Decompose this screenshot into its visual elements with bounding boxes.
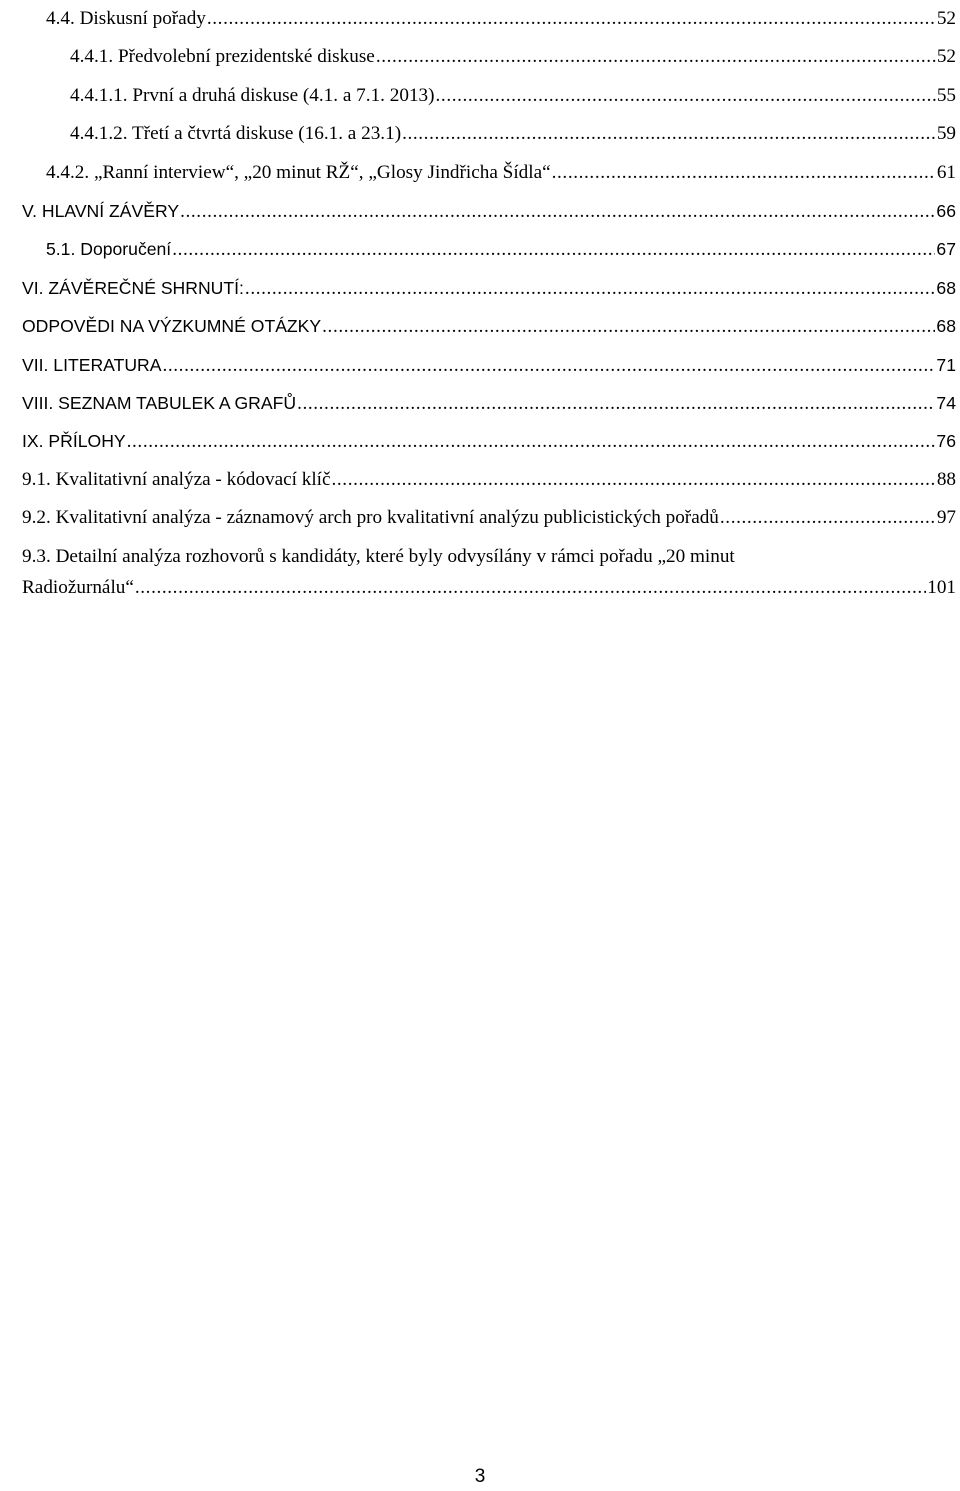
toc-entry-page: 67: [936, 239, 956, 260]
toc-dot-leader: [162, 347, 935, 385]
toc-dot-leader: [322, 308, 935, 346]
toc-entry[interactable]: [22, 154, 956, 192]
toc-entry-title: 9.2. Kvalitativní analýza - záznamový arch pro kvalitativní analýzu publicistických pořadů: [22, 507, 719, 529]
toc-dot-leader: [297, 385, 935, 423]
toc-dot-leader: [376, 38, 936, 76]
toc-entry-title: 9.1. Kvalitativní analýza - kódovací klíč: [22, 468, 331, 490]
toc-entry-title: ODPOVĚDI NA VÝZKUMNÉ OTÁZKY: [22, 316, 322, 337]
toc-entry[interactable]: [22, 38, 956, 76]
toc-entry[interactable]: [22, 499, 956, 537]
toc-dot-leader: [207, 0, 936, 38]
toc-entry[interactable]: [22, 77, 956, 115]
toc-entry-page: 59: [936, 123, 956, 145]
toc-entry-title: 4.4. Diskusní pořady: [46, 8, 206, 29]
toc-entry-title: 5.1. Doporučení: [46, 239, 172, 260]
toc-dot-leader: [180, 193, 935, 231]
toc-entry-page: 66: [936, 200, 956, 221]
toc-entry[interactable]: [22, 0, 956, 38]
toc-entry-title: 9.3. Detailní analýza rozhovorů s kandidáty, které byly odvysílány v rámci pořadu „20 minut: [22, 546, 735, 568]
toc-entry-page: 68: [936, 316, 956, 337]
toc-entry-page: 74: [936, 392, 956, 413]
toc-entry[interactable]: [22, 573, 956, 603]
toc-entry-page: 76: [936, 431, 956, 452]
toc-entry[interactable]: [22, 384, 956, 422]
toc-entry-page: 101: [927, 577, 956, 599]
toc-entry[interactable]: [22, 422, 956, 460]
toc-entry[interactable]: [22, 192, 956, 230]
toc-dot-leader: [552, 154, 936, 192]
toc-dot-leader: [172, 231, 935, 269]
toc-entry-page: 55: [936, 84, 956, 106]
toc-entry-wrapped-line[interactable]: [22, 541, 956, 573]
toc-entry-page: 68: [936, 277, 956, 298]
toc-entry-title: 4.4.1.1. První a druhá diskuse (4.1. a 7.1. 2013): [70, 84, 435, 106]
toc-dot-leader: [332, 461, 936, 499]
toc-entry-page: 88: [936, 468, 956, 490]
table-of-contents: [22, 0, 956, 603]
toc-entry-title: IX. PŘÍLOHY: [22, 431, 126, 452]
toc-entry[interactable]: [22, 307, 956, 345]
toc-entry[interactable]: [22, 269, 956, 307]
toc-entry-title: V. HLAVNÍ ZÁVĚRY: [22, 200, 180, 221]
toc-dot-leader: [720, 499, 936, 537]
toc-entry-page: 97: [936, 507, 956, 529]
toc-dot-leader: [245, 270, 936, 308]
toc-entry-title: 4.4.1. Předvolební prezidentské diskuse: [70, 46, 375, 68]
toc-entry[interactable]: [22, 115, 956, 153]
toc-entry-page: 71: [936, 354, 956, 375]
toc-entry-title: 4.4.1.2. Třetí a čtvrtá diskuse (16.1. a 23.1): [70, 123, 402, 145]
toc-entry-page: 52: [936, 8, 956, 29]
toc-entry-title: VII. LITERATURA: [22, 354, 162, 375]
toc-entry-page: 61: [936, 161, 956, 183]
toc-entry-title: VIII. SEZNAM TABULEK A GRAFŮ: [22, 392, 297, 413]
toc-dot-leader: [135, 573, 926, 603]
toc-entry-title: VI. ZÁVĚREČNÉ SHRNUTÍ:: [22, 277, 244, 298]
toc-entry[interactable]: [22, 461, 956, 499]
toc-entry-title: 4.4.2. „Ranní interview“, „20 minut RŽ“, „Glosy Jindřicha Šídla“: [46, 161, 551, 183]
toc-entry-page: 52: [936, 46, 956, 68]
toc-entry[interactable]: [22, 346, 956, 384]
page-number: 3: [474, 1466, 486, 1487]
toc-dot-leader: [127, 423, 936, 461]
toc-dot-leader: [402, 115, 936, 153]
toc-entry-title-continued: Radiožurnálu“: [22, 577, 134, 599]
toc-entry[interactable]: [22, 230, 956, 268]
toc-dot-leader: [436, 77, 936, 115]
